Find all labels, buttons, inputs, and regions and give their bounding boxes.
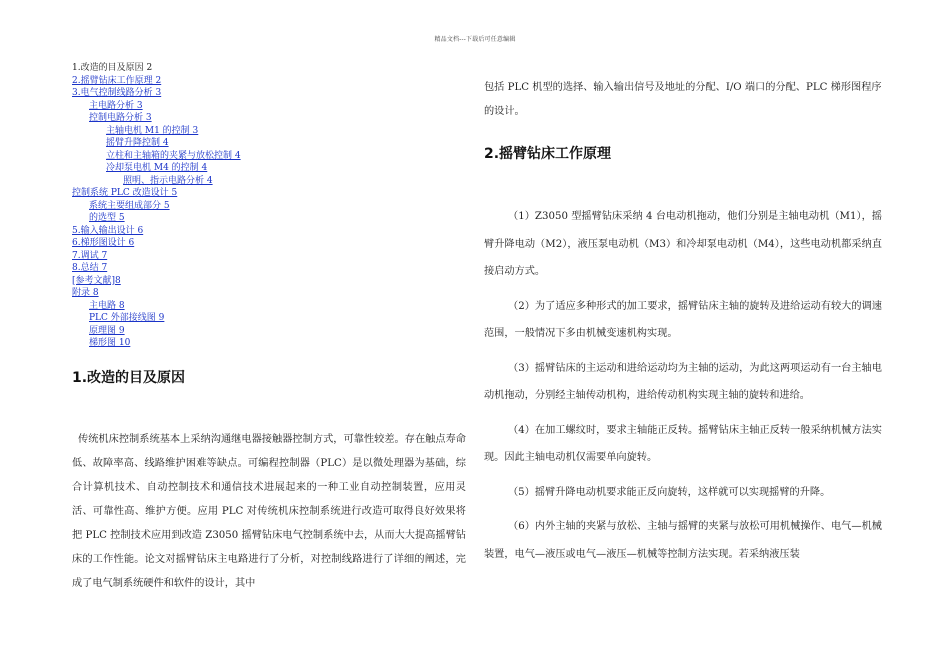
toc-entry[interactable]: 5.输入输出设计 6 bbox=[72, 225, 144, 236]
toc-entry[interactable]: 系统主要组成部分 5 bbox=[89, 200, 170, 211]
toc-entry[interactable]: 原理图 9 bbox=[89, 325, 125, 336]
toc-entry: 1.改造的目及原因 2 bbox=[72, 63, 153, 73]
continued-paragraph: 包括 PLC 机型的选择、输入输出信号及地址的分配、I/O 端口的分配、PLC 梯形图程序的设计。 bbox=[484, 82, 882, 117]
toc-entry[interactable]: 摇臂升降控制 4 bbox=[106, 138, 169, 148]
toc-entry[interactable]: 控制系统 PLC 改造设计 5 bbox=[72, 188, 178, 198]
section-1-body: 传统机床控制系统基本上采纳沟通继电器接触器控制方式，可靠性较差。存在触点寿命低、故障率高、线路维护困难等缺点。可编程控制器（PLC）是以微处理器为基础，综合计算机技术、自动控制技术和通信技术进展起来的一种工业自动控制装置，应用灵活、可靠性高、维护方便。应用 PLC 对传统机床控制系统进行改造可取得良好效果将把 PLC 控制技术应用到改造 Z3050 摇臂钻床电气控制系统中去，从而大大提高摇臂钻床的工作性能。论文对摇臂钻床主电路进行了分析，对控制线路进行了详细的阐述，完成了电气制系统硬件和软件的设计，其中 bbox=[72, 434, 466, 589]
numbered-paragraph: （5）摇臂升降电动机要求能正反向旋转，这样就可以实现摇臂的升降。 bbox=[508, 486, 831, 498]
toc-entry[interactable]: 立柱和主轴箱的夹紧与放松控制 4 bbox=[106, 150, 241, 161]
toc-entry[interactable]: 照明、指示电路分析 4 bbox=[123, 175, 213, 186]
numbered-paragraph: （6）内外主轴的夹紧与放松、主轴与摇臂的夹紧与放松可用机械操作、电气—机械装置，电气—液压或电气—液压—机械等控制方法实现。若采纳液压装 bbox=[484, 521, 882, 560]
toc-entry[interactable]: 3.电气控制线路分析 3 bbox=[72, 88, 162, 98]
toc-entry[interactable]: 8.总结 7 bbox=[72, 263, 108, 273]
numbered-paragraph: （1）Z3050 型摇臂钻床采纳 4 台电动机拖动，他们分别是主轴电动机（M1），摇臂升降电动（M2），液压泵电动机（M3）和冷却泵电动机（M4），这些电动机都采纳直接启动方式。 bbox=[484, 211, 882, 277]
toc-entry[interactable]: 7.调试 7 bbox=[72, 250, 108, 261]
table-of-contents bbox=[72, 62, 392, 350]
toc-entry[interactable]: 6.梯形图设计 6 bbox=[72, 238, 135, 248]
section-heading-2: 2.摇臂钻床工作原理 bbox=[484, 146, 612, 162]
numbered-paragraph: （4）在加工螺纹时，要求主轴能正反转。摇臂钻床主轴正反转一般采纳机械方法实现。因此主轴电动机仅需要单向旋转。 bbox=[484, 424, 882, 463]
page-header: 精品文档---下载后可任意编辑 bbox=[434, 36, 516, 43]
toc-entry[interactable]: 控制电路分析 3 bbox=[89, 113, 152, 123]
toc-entry[interactable]: 主轴电机 M1 的控制 3 bbox=[106, 125, 199, 136]
toc-entry[interactable]: 的选型 5 bbox=[89, 213, 125, 223]
section-heading-1: 1.改造的目及原因 bbox=[72, 370, 186, 386]
toc-entry[interactable]: 2.摇臂钻床工作原理 2 bbox=[72, 75, 162, 86]
toc-entry[interactable]: 主电路分析 3 bbox=[89, 100, 143, 111]
numbered-paragraph: （2）为了适应多种形式的加工要求，摇臂钻床主轴的旋转及进给运动有较大的调速范围，一般情况下多由机械变速机构实现。 bbox=[484, 300, 882, 339]
toc-entry[interactable]: [参考文献]8 bbox=[72, 275, 121, 286]
section-2-body bbox=[484, 203, 882, 575]
toc-entry[interactable]: 主电路 8 bbox=[89, 300, 125, 311]
numbered-paragraph: （3）摇臂钻床的主运动和进给运动均为主轴的运动，为此这两项运动有一台主轴电动机拖动，分别经主轴传动机构，进给传动机构实现主轴的旋转和进给。 bbox=[484, 362, 882, 401]
toc-entry[interactable]: PLC 外部接线图 9 bbox=[89, 313, 165, 323]
toc-entry[interactable]: 附录 8 bbox=[72, 288, 99, 298]
toc-entry[interactable]: 梯形图 10 bbox=[89, 338, 131, 348]
toc-entry[interactable]: 冷却泵电机 M4 的控制 4 bbox=[106, 163, 208, 173]
